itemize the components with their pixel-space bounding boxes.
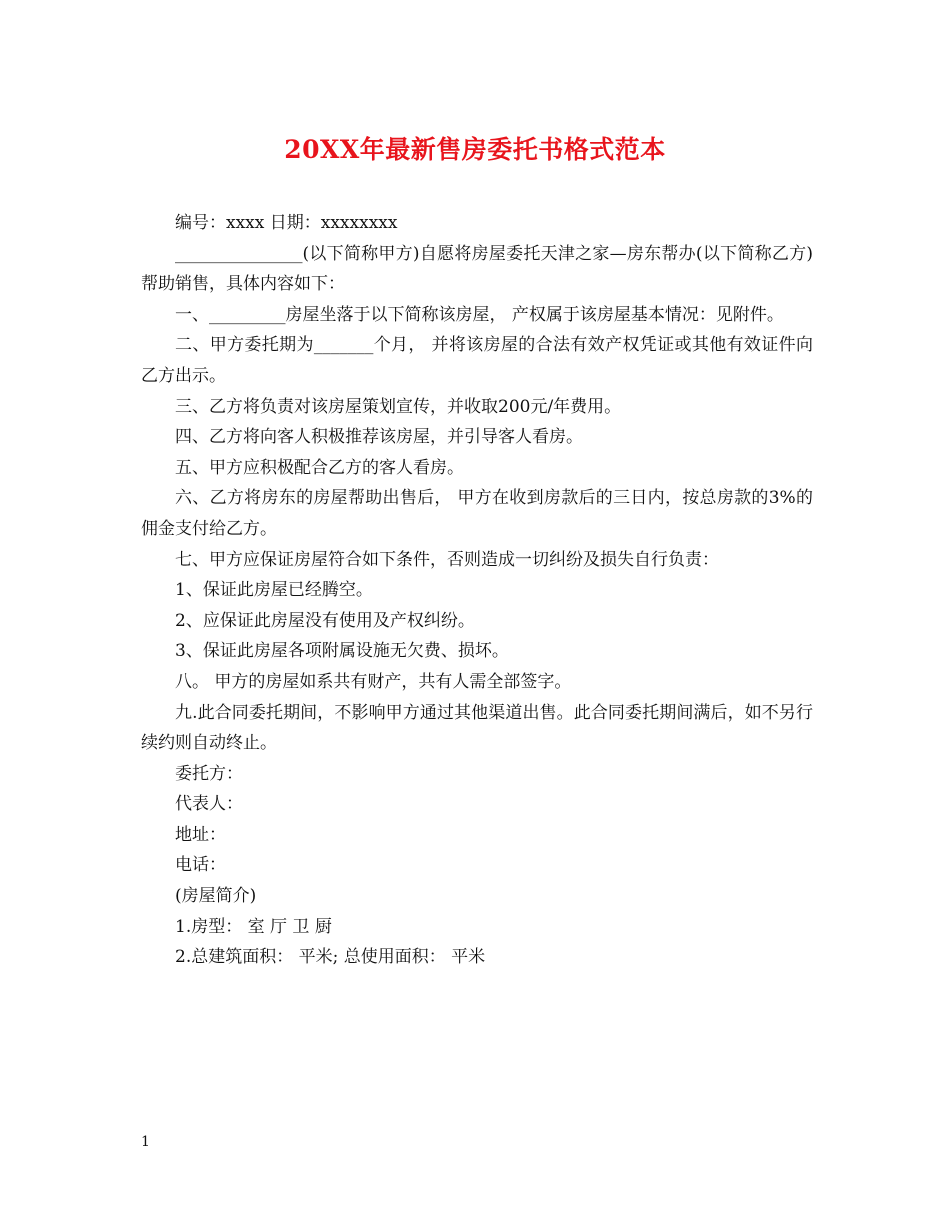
clause-2: 二、甲方委托期为_______个月， 并将该房屋的合法有效产权凭证或其他有效证件向乙方出示。: [141, 335, 813, 386]
house-layout-line: 1.房型： 室 厅 卫 厨: [175, 916, 332, 937]
clause-4: 四、乙方将向客人积极推荐该房屋，并引导客人看房。: [175, 427, 583, 448]
intro-paragraph: _______________(以下简称甲方)自愿将房屋委托天津之家—房东帮办(以下简称乙方)帮助销售，具体内容如下：: [141, 243, 813, 295]
document-body: [141, 208, 813, 973]
address-label: 地址：: [175, 824, 226, 845]
clause-1: 一、_________房屋坐落于以下简称该房屋， 产权属于该房屋基本情况：见附件。: [175, 304, 784, 325]
condition-2: 2、应保证此房屋没有使用及产权纠纷。: [175, 610, 475, 631]
document-title: 20XX年最新售房委托书格式范本: [284, 135, 666, 164]
clause-9: 九.此合同委托期间，不影响甲方通过其他渠道出售。此合同委托期间满后，如不另行续约则自动终止。: [141, 702, 813, 754]
clause-5: 五、甲方应积极配合乙方的客人看房。: [175, 457, 464, 478]
clause-8: 八。 甲方的房屋如系共有财产，共有人需全部签字。: [175, 671, 572, 692]
phone-label: 电话：: [175, 855, 226, 876]
condition-3: 3、保证此房屋各项附属设施无欠费、损坏。: [175, 641, 509, 662]
clause-3: 三、乙方将负责对该房屋策划宣传，并收取200元/年费用。: [175, 396, 622, 417]
serial-date-line: 编号：xxxx 日期：xxxxxxxx: [175, 213, 398, 233]
house-intro-heading: (房屋简介): [175, 886, 257, 907]
clause-7: 七、甲方应保证房屋符合如下条件，否则造成一切纠纷及损失自行负责：: [175, 549, 719, 570]
clause-6: 六、乙方将房东的房屋帮助出售后， 甲方在收到房款后的三日内，按总房款的3%的佣金支付给乙方。: [141, 488, 813, 539]
condition-1: 1、保证此房屋已经腾空。: [175, 580, 373, 601]
entrusting-party-label: 委托方：: [175, 763, 243, 784]
page-number: 1: [141, 1134, 150, 1150]
house-area-line: 2.总建筑面积： 平米; 总使用面积： 平米: [175, 947, 486, 968]
representative-label: 代表人：: [175, 794, 243, 815]
